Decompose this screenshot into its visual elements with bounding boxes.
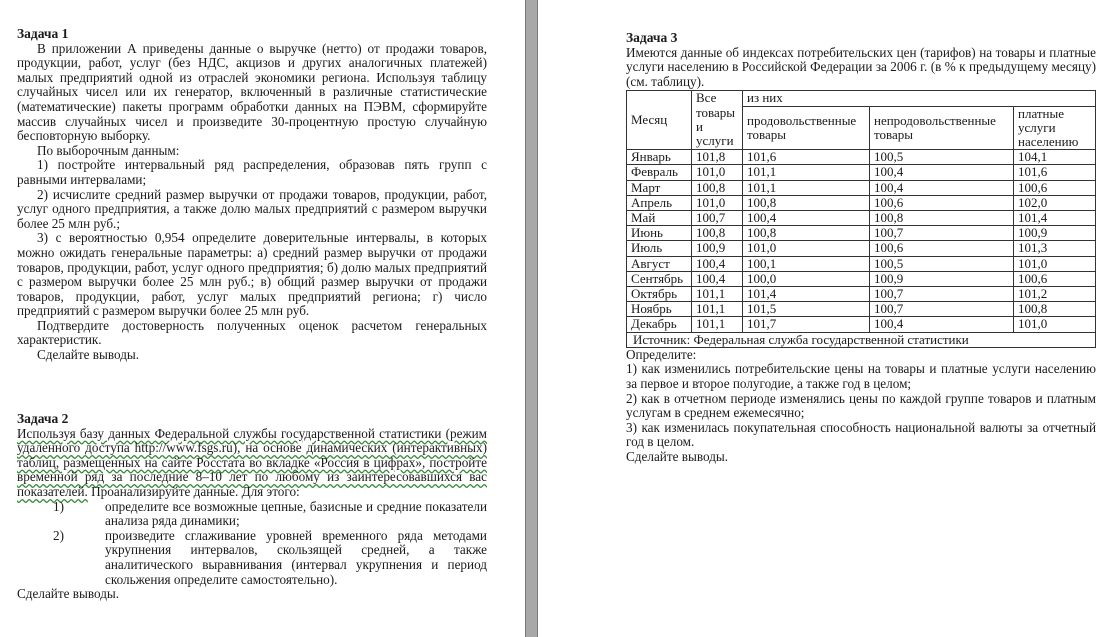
cell-food: 101,0 — [743, 241, 870, 256]
cell-nonfood: 100,4 — [870, 165, 1014, 180]
header-services: платные услуги населению — [1014, 106, 1096, 150]
task3-question-1: 1) как изменились потребительские цены на товары и платные услуги населению за первое и второе полугодие, а также год в целом; — [626, 361, 1096, 392]
cell-services: 101,2 — [1014, 287, 1096, 302]
cell-services: 104,1 — [1014, 150, 1096, 165]
cell-month: Июнь — [627, 226, 692, 241]
task2-section — [17, 412, 487, 602]
cell-nonfood: 100,6 — [870, 241, 1014, 256]
cell-month: Сентябрь — [627, 271, 692, 286]
table-row — [627, 287, 1096, 302]
table-source: Источник: Федеральная служба государственной статистики — [627, 332, 1096, 347]
task3-conclusion: Сделайте выводы. — [626, 448, 729, 464]
cell-all-goods: 101,0 — [692, 195, 743, 210]
cell-nonfood: 100,4 — [870, 180, 1014, 195]
task1-paragraph-1: В приложении А приведены данные о выручке (нетто) от продажи товаров, продукции, работ, услуг (без НДС, акцизов и других аналогичных платежей) малых предприятий одной из отраслей экономики региона. Используя таблицу случайных чисел или их генератор, включенный в различные статистические (математические) пакеты программ обработки данных на ПЭВМ, сформируйте массив случайных чисел и произведите 30-процентную простую случайную бесповторную выборку. — [17, 40, 487, 144]
cell-nonfood: 100,6 — [870, 195, 1014, 210]
cell-nonfood: 100,7 — [870, 302, 1014, 317]
cell-all-goods: 101,1 — [692, 287, 743, 302]
cell-nonfood: 100,7 — [870, 226, 1014, 241]
cell-month: Август — [627, 256, 692, 271]
table-row — [627, 211, 1096, 226]
cell-services: 101,3 — [1014, 241, 1096, 256]
header-nonfood: непродовольственные товары — [870, 106, 1014, 150]
table-source-row — [627, 332, 1096, 347]
cell-all-goods: 101,0 — [692, 165, 743, 180]
table-row — [627, 195, 1096, 210]
cell-nonfood: 100,5 — [870, 150, 1014, 165]
task2-list-text: определите все возможные цепные, базисные и средние показатели анализа ряда динамики; — [105, 498, 487, 529]
table-body — [627, 150, 1096, 332]
cell-nonfood: 100,7 — [870, 287, 1014, 302]
cell-food: 101,4 — [743, 287, 870, 302]
cell-month: Январь — [627, 150, 692, 165]
cell-services: 100,6 — [1014, 271, 1096, 286]
cell-food: 100,0 — [743, 271, 870, 286]
cell-services: 101,6 — [1014, 165, 1096, 180]
task1-paragraph-2: По выборочным данным: — [37, 142, 180, 158]
cell-food: 101,1 — [743, 165, 870, 180]
cell-services: 102,0 — [1014, 195, 1096, 210]
cell-services: 100,8 — [1014, 302, 1096, 317]
cell-nonfood: 100,5 — [870, 256, 1014, 271]
cell-food: 101,7 — [743, 317, 870, 332]
cell-services: 101,4 — [1014, 211, 1096, 226]
task2-list-text: произведите сглаживание уровней временного ряда методами укрупнения интервалов, скользящей средней, а также аналитического выравнивания (интервал укрупнения и период скольжения определите самостоятельно). — [105, 527, 487, 587]
table-row — [627, 271, 1096, 286]
task3-question-3: 3) как изменилась покупательная способность национальной валюты за отчетный год в целом. — [626, 419, 1096, 450]
page-divider — [525, 0, 538, 637]
cell-services: 101,0 — [1014, 317, 1096, 332]
cell-food: 101,6 — [743, 150, 870, 165]
cell-nonfood: 100,4 — [870, 317, 1014, 332]
task2-conclusion: Сделайте выводы. — [17, 586, 120, 602]
cell-month: Февраль — [627, 165, 692, 180]
cell-all-goods: 100,4 — [692, 256, 743, 271]
cell-all-goods: 100,9 — [692, 241, 743, 256]
cell-food: 100,8 — [743, 226, 870, 241]
task2-list-num: 2) — [53, 527, 64, 543]
task2-intro-text: Используя базу данных Федеральной службы государственной статистики (режим удаленного доступа http://www.fsgs.ru), на основе динамических (интерактивных) таблиц, размещенных на сайте Росстата во вкладке «Россия в цифрах», постройте временной ряд за последние 8–10 лет по любому из заинтересовавшихся вас показателей. — [17, 425, 487, 499]
cell-month: Май — [627, 211, 692, 226]
task3-title: Задача 3 — [626, 30, 678, 45]
task1-paragraph-verify: Подтвердите достоверность полученных оценок расчетом генеральных характеристик. — [17, 317, 487, 348]
table-row — [627, 241, 1096, 256]
cell-food: 101,1 — [743, 180, 870, 195]
task1-item-1: 1) постройте интервальный ряд распределения, образовав пять групп с равными интервалами; — [17, 157, 487, 187]
cell-all-goods: 101,1 — [692, 317, 743, 332]
cpi-table — [626, 90, 1096, 347]
cell-food: 100,8 — [743, 195, 870, 210]
task1-item-2: 2) исчислите средний размер выручки от продажи товаров, продукции, работ, услуг одного предприятия, а также долю малых предприятий с размером выручки более 25 млн руб.; — [17, 186, 487, 231]
table-row — [627, 226, 1096, 241]
cell-services: 100,9 — [1014, 226, 1096, 241]
task3-section — [626, 31, 1096, 465]
cell-month: Декабрь — [627, 317, 692, 332]
header-all-goods: Все товары и услуги — [692, 91, 743, 150]
header-month: Месяц — [627, 91, 692, 150]
table-row — [627, 256, 1096, 271]
task3-intro: Имеются данные об индексах потребительских цен (тарифов) на товары и платные услуги населению в Российской Федерации за 2006 г. (в % к предыдущему месяцу) (см. таблицу). — [626, 44, 1096, 89]
task2-list-item — [17, 529, 487, 587]
table-row — [627, 150, 1096, 165]
task1-title: Задача 1 — [17, 26, 69, 41]
task1-conclusion: Сделайте выводы. — [37, 347, 140, 363]
task2-title: Задача 2 — [17, 411, 69, 426]
table-header-row — [627, 91, 1096, 106]
task3-question-2: 2) как в отчетном периоде изменялись цены по каждой группе товаров и платным услугам в среднем ежемесячно; — [626, 390, 1096, 421]
table-row — [627, 165, 1096, 180]
cell-services: 101,0 — [1014, 256, 1096, 271]
table-row — [627, 317, 1096, 332]
cell-month: Ноябрь — [627, 302, 692, 317]
task1-section — [17, 27, 487, 363]
cell-nonfood: 100,9 — [870, 271, 1014, 286]
task1-item-3: 3) с вероятностью 0,954 определите доверительные интервалы, в которых можно ожидать генеральные параметры: а) средний размер выручки от продажи товаров, продукции, работ, услуг одного предприятия; б) долю малых предприятий с размером выручки более 25 млн руб.; в) общий размер выручки от продажи товаров, продукции, работ, услуг малых предприятий региона; г) число предприятий с размером выручки более 25 млн руб. — [17, 230, 487, 319]
cell-services: 100,6 — [1014, 180, 1096, 195]
cell-all-goods: 100,7 — [692, 211, 743, 226]
left-page — [0, 0, 525, 637]
task2-list-num: 1) — [53, 498, 64, 514]
table-row — [627, 180, 1096, 195]
cell-all-goods: 101,1 — [692, 302, 743, 317]
cell-month: Июль — [627, 241, 692, 256]
task2-intro-tail: Проанализируйте данные. Для этого: — [87, 483, 300, 499]
cell-month: Октябрь — [627, 287, 692, 302]
header-food: продовольственные товары — [743, 106, 870, 150]
cell-nonfood: 100,8 — [870, 211, 1014, 226]
cell-all-goods: 100,8 — [692, 226, 743, 241]
cell-food: 101,5 — [743, 302, 870, 317]
cell-all-goods: 100,8 — [692, 180, 743, 195]
cell-all-goods: 100,4 — [692, 271, 743, 286]
task2-intro — [17, 427, 487, 500]
right-page — [538, 0, 1118, 637]
cell-month: Апрель — [627, 195, 692, 210]
cell-all-goods: 101,8 — [692, 150, 743, 165]
cell-food: 100,4 — [743, 211, 870, 226]
cell-food: 100,1 — [743, 256, 870, 271]
task2-list — [17, 500, 487, 588]
task3-determine: Определите: — [626, 346, 697, 362]
cell-month: Март — [627, 180, 692, 195]
table-row — [627, 302, 1096, 317]
task2-list-item — [17, 500, 487, 529]
header-of-which: из них — [743, 91, 1096, 106]
